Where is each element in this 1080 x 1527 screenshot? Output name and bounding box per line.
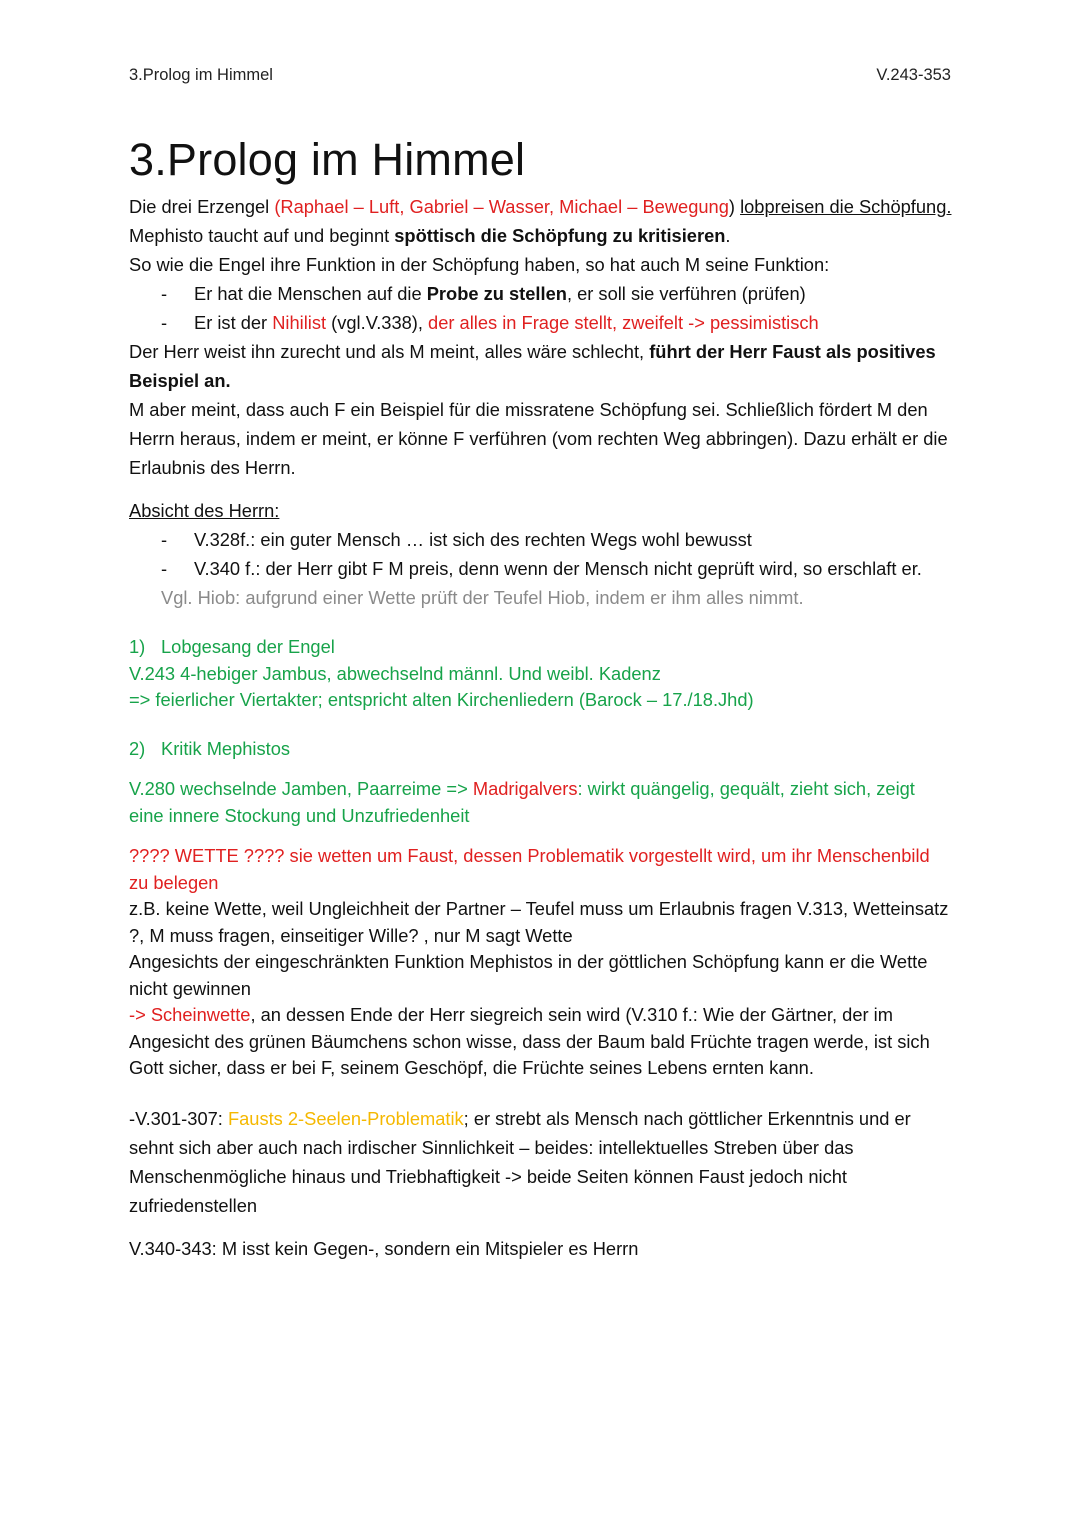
intro-paragraph-4: Der Herr weist ihn zurecht und als M meint, alles wäre schlecht, führt der Herr Faust als positives Beispiel an.: [129, 341, 936, 391]
wette-paragraph-3: Angesichts der eingeschränkten Funktion Mephistos in der göttlichen Schöpfung kann er die Wette nicht gewinnen: [129, 951, 928, 999]
wette-paragraph-2: z.B. keine Wette, weil Ungleichheit der Partner – Teufel muss um Erlaubnis fragen V.313, Wetteinsatz ?, M muss fragen, einseitiger Wille? , nur M sagt Wette: [129, 898, 949, 946]
list-item: - Er ist der Nihilist (vgl.V.338), der alles in Frage stellt, zweifelt -> pessimistisch: [129, 308, 954, 337]
list-item: - V.328f.: ein guter Mensch … ist sich des rechten Wegs wohl bewusst: [129, 525, 954, 554]
running-header: [129, 66, 951, 85]
function-list: [129, 279, 954, 337]
wette-heading: ???? WETTE ???? sie wetten um Faust, dessen Problematik vorgestellt wird, um ihr Menschenbild zu belegen: [129, 845, 930, 893]
wette-paragraph-4: -> Scheinwette, an dessen Ende der Herr siegreich sein wird (V.310 f.: Wie der Gärtner, der im Angesicht des grünen Bäumchens schon wisse, dass der Baum bald Früchte tragen werde, ist sich Gott sicher, dass er bei F, seinem Geschöpf, die Früchte seines Lebens ernten kann.: [129, 1004, 930, 1078]
absicht-heading: Absicht des Herrn:: [129, 500, 280, 521]
content: [129, 132, 954, 1263]
header-left: 3.Prolog im Himmel: [129, 66, 273, 84]
absicht-list: [129, 525, 954, 583]
intro-paragraph-2: Mephisto taucht auf und beginnt spöttisch die Schöpfung zu kritisieren.: [129, 225, 731, 246]
header-right: V.243-353: [876, 66, 951, 84]
intro-paragraph-5: M aber meint, dass auch F ein Beispiel für die missratene Schöpfung sei. Schließlich fördert M den Herrn heraus, indem er meint, er könne F verführen (vom rechten Weg abbringen). Dazu erhält er die Erlaubnis des Herrn.: [129, 399, 948, 478]
intro-paragraph-1: Die drei Erzengel (Raphael – Luft, Gabriel – Wasser, Michael – Bewegung) lobpreisen die Schöpfung.: [129, 196, 952, 217]
list-item: - V.340 f.: der Herr gibt F M preis, denn wenn der Mensch nicht geprüft wird, so erschlaft er.: [129, 554, 954, 583]
section-1-heading: 1) Lobgesang der Engel: [129, 636, 335, 657]
seelen-paragraph: -V.301-307: Fausts 2-Seelen-Problematik; er strebt als Mensch nach göttlicher Erkenntnis und er sehnt sich aber auch nach irdischer Sinnlichkeit – beides: intellektuelles Streben über das Menschenmögliche hinaus und Triebhaftigkeit -> beide Seiten können Faust jedoch nicht zufriedenstellen: [129, 1107, 911, 1216]
section-2-text: V.280 wechselnde Jamben, Paarreime => Madrigalvers: wirkt quängelig, gequält, zieht sich, zeigt eine innere Stockung und Unzufriedenheit: [129, 778, 915, 826]
list-item: - Er hat die Menschen auf die Probe zu stellen, er soll sie verführen (prüfen): [129, 279, 954, 308]
page-title: 3.Prolog im Himmel: [129, 134, 526, 185]
hiob-note: Vgl. Hiob: aufgrund einer Wette prüft der Teufel Hiob, indem er ihm alles nimmt.: [161, 587, 804, 608]
last-paragraph: V.340-343: M isst kein Gegen-, sondern ein Mitspieler es Herrn: [129, 1237, 639, 1259]
section-1-line-1: V.243 4-hebiger Jambus, abwechselnd männl. Und weibl. Kadenz: [129, 662, 661, 684]
section-2-heading: 2) Kritik Mephistos: [129, 737, 291, 759]
intro-paragraph-3: So wie die Engel ihre Funktion in der Schöpfung haben, so hat auch M seine Funktion:: [129, 254, 830, 275]
section-1-line-2: => feierlicher Viertakter; entspricht alten Kirchenliedern (Barock – 17./18.Jhd): [129, 689, 754, 710]
